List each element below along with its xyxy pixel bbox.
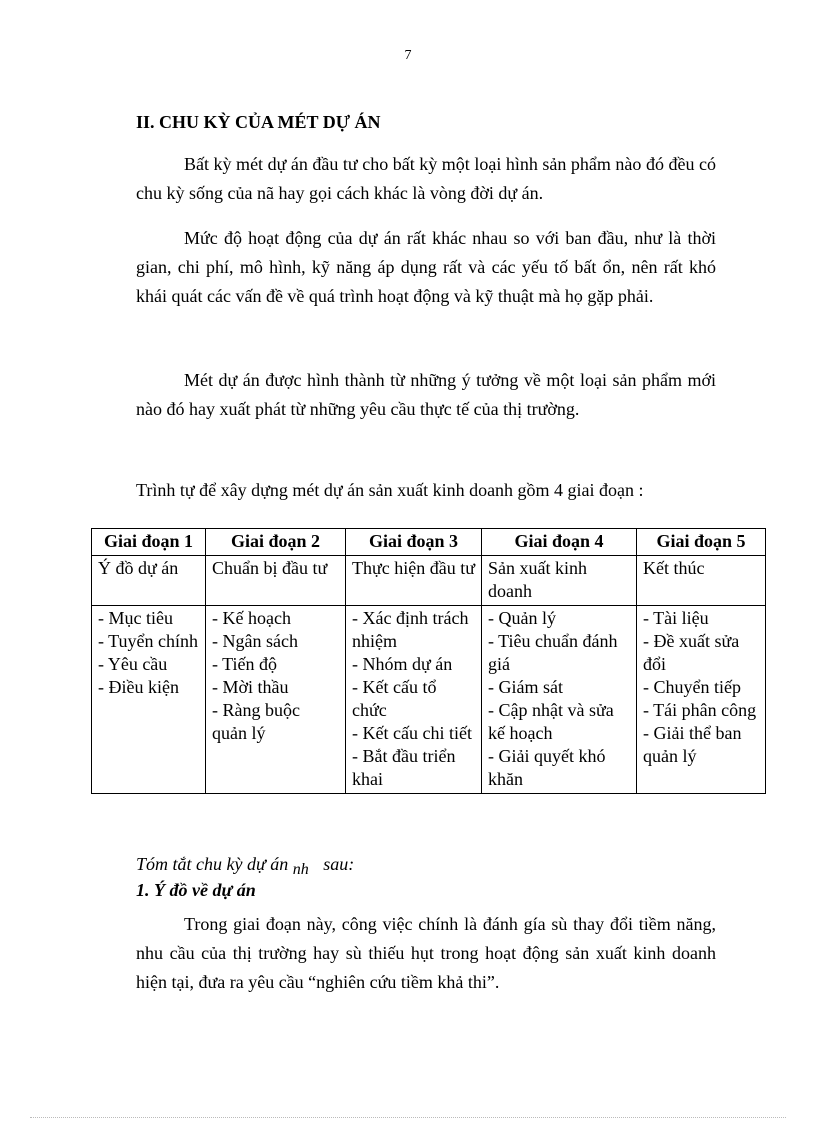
phase-name: Ý đồ dự án — [92, 556, 206, 606]
phase-header: Giai đoạn 3 — [346, 529, 482, 556]
list-item: - Giải thể ban quản lý — [643, 723, 742, 766]
summary-text-end: sau: — [323, 854, 355, 874]
list-item: - Quản lý — [488, 608, 556, 628]
list-item: - Giải quyết khó khăn — [488, 746, 606, 789]
list-item: - Xác định trách nhiệm — [352, 608, 469, 651]
footer-divider — [30, 1117, 786, 1118]
list-item: - Mục tiêu — [98, 608, 173, 628]
list-item: - Tuyển chính — [98, 631, 199, 651]
list-item: - Yêu cầu — [98, 654, 168, 674]
phase-header: Giai đoạn 2 — [206, 529, 346, 556]
phase-header: Giai đoạn 5 — [637, 529, 766, 556]
paragraph-lifecycle-intro: Bất kỳ mét dự án đầu tư cho bất kỳ một loại hình sản phẩm nào đó đều có chu kỳ sống của nã hay gọi cách khác là vòng đời dự án. — [136, 154, 716, 203]
list-item: - Kết cấu tổ chức — [352, 677, 437, 720]
list-item: - Đề xuất sửa đổi — [643, 631, 740, 674]
phase-items — [206, 606, 346, 794]
phase-header: Giai đoạn 4 — [482, 529, 637, 556]
lifecycle-summary — [136, 854, 355, 878]
list-item: - Chuyển tiếp — [643, 677, 741, 697]
list-item: - Ràng buộc quản lý — [212, 700, 300, 743]
list-item: - Ngân sách — [212, 631, 298, 651]
list-item: - Tiến độ — [212, 654, 278, 674]
phase-header: Giai đoạn 1 — [92, 529, 206, 556]
list-item: - Nhóm dự án — [352, 654, 453, 674]
list-item: - Tiêu chuẩn đánh giá — [488, 631, 618, 674]
phase-items — [482, 606, 637, 794]
list-item: - Tài liệu — [643, 608, 709, 628]
list-item: - Cập nhật và sửa kế hoạch — [488, 700, 614, 743]
project-phases-table — [91, 528, 766, 794]
summary-text: Tóm tắt chu kỳ dự án — [136, 854, 289, 874]
phase-name: Chuẩn bị đầu tư — [206, 556, 346, 606]
list-item: - Giám sát — [488, 677, 563, 697]
paragraph-project-origin: Mét dự án được hình thành từ những ý tưởng về một loại sản phẩm mới nào đó hay xuất phát từ những yêu cầu thực tế của thị trường. — [136, 370, 716, 419]
list-item: - Kết cấu chi tiết — [352, 723, 472, 743]
phase-items — [92, 606, 206, 794]
phase-name: Thực hiện đầu tư — [346, 556, 482, 606]
list-item: - Mời thầu — [212, 677, 289, 697]
phase-name: Kết thúc — [637, 556, 766, 606]
list-item: - Kế hoạch — [212, 608, 291, 628]
phase-items — [637, 606, 766, 794]
summary-subscript: nh — [292, 861, 309, 878]
table-row — [92, 556, 766, 606]
section-title: II. CHU KỲ CỦA MÉT DỰ ÁN — [136, 112, 381, 132]
table-row — [92, 606, 766, 794]
paragraph-activity-level: Mức độ hoạt động của dự án rất khác nhau so với ban đầu, như là thời gian, chi phí, mô hình, kỹ năng áp dụng rất và các yếu tố bất ổn, nên rất khó khái quát các vấn đề về quá trình hoạt động và kỹ thuật mà họ gặp phải. — [136, 228, 716, 306]
subsection-title: 1. Ý đồ về dự án — [136, 880, 256, 900]
list-item: - Điều kiện — [98, 677, 179, 697]
paragraph-phase1-description: Trong giai đoạn này, công việc chính là đánh gía sù thay đổi tiềm năng, nhu cầu của thị trường hay sù thiếu hụt trong hoạt động sản xuất kinh doanh hiện tại, đưa ra yêu cầu “nghiên cứu tiềm khả thi”. — [136, 914, 716, 992]
page-number: 7 — [404, 48, 412, 63]
table-header-row — [92, 529, 766, 556]
paragraph-phase-sequence: Trình tự để xây dựng mét dự án sản xuất kinh doanh gồm 4 giai đoạn : — [136, 480, 644, 500]
list-item: - Bắt đầu triển khai — [352, 746, 456, 789]
phase-items — [346, 606, 482, 794]
phase-name: Sản xuất kinh doanh — [482, 556, 637, 606]
list-item: - Tái phân công — [643, 700, 757, 720]
